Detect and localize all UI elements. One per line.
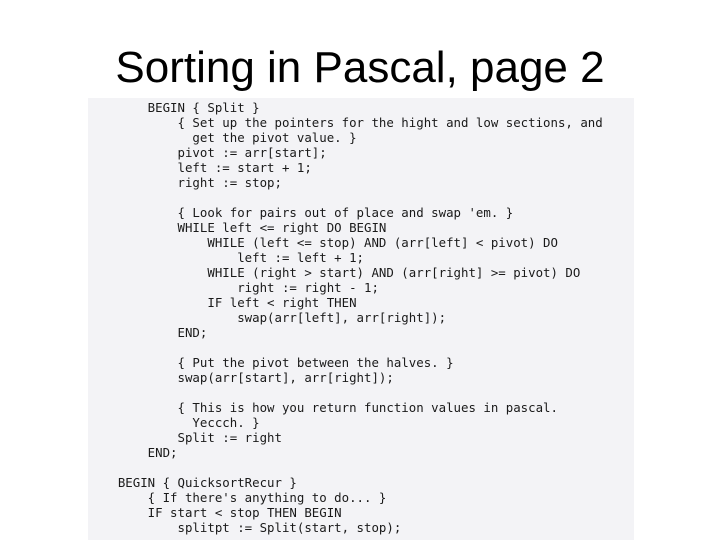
code-line [88, 460, 603, 475]
code-line: splitpt := Split(start, stop); [88, 520, 402, 535]
code-line: pivot := arr[start]; [88, 145, 327, 160]
code-line [88, 385, 603, 400]
code-line: { Put the pivot between the halves. } [88, 355, 454, 370]
code-line: WHILE (right > start) AND (arr[right] >= pivot) DO [88, 265, 581, 280]
code-line: Split := right [88, 430, 282, 445]
code-line: END; [88, 445, 178, 460]
code-line: left := left + 1; [88, 250, 365, 265]
code-listing-panel [88, 98, 634, 540]
code-line: right := stop; [88, 175, 282, 190]
code-line: { This is how you return function values in pascal. [88, 400, 558, 415]
code-line: get the pivot value. } [88, 130, 357, 145]
code-line: swap(arr[start], arr[right]); [88, 370, 394, 385]
code-line: { Look for pairs out of place and swap 'em. } [88, 205, 514, 220]
code-line [88, 190, 603, 205]
code-line: IF left < right THEN [88, 295, 357, 310]
code-line [88, 340, 603, 355]
code-line: swap(arr[left], arr[right]); [88, 310, 447, 325]
code-line: WHILE left <= right DO BEGIN [88, 220, 387, 235]
code-listing [88, 100, 603, 535]
code-line: left := start + 1; [88, 160, 312, 175]
code-line: Yeccch. } [88, 415, 260, 430]
code-line: END; [88, 325, 208, 340]
code-line: BEGIN { Split } [88, 100, 260, 115]
code-line: IF start < stop THEN BEGIN [88, 505, 342, 520]
code-line: WHILE (left <= stop) AND (arr[left] < pivot) DO [88, 235, 558, 250]
code-line: BEGIN { QuicksortRecur } [88, 475, 297, 490]
code-line: { If there's anything to do... } [88, 490, 387, 505]
slide-title: Sorting in Pascal, page 2 [115, 43, 605, 92]
code-line: right := right - 1; [88, 280, 379, 295]
code-line: { Set up the pointers for the hight and low sections, and [88, 115, 603, 130]
